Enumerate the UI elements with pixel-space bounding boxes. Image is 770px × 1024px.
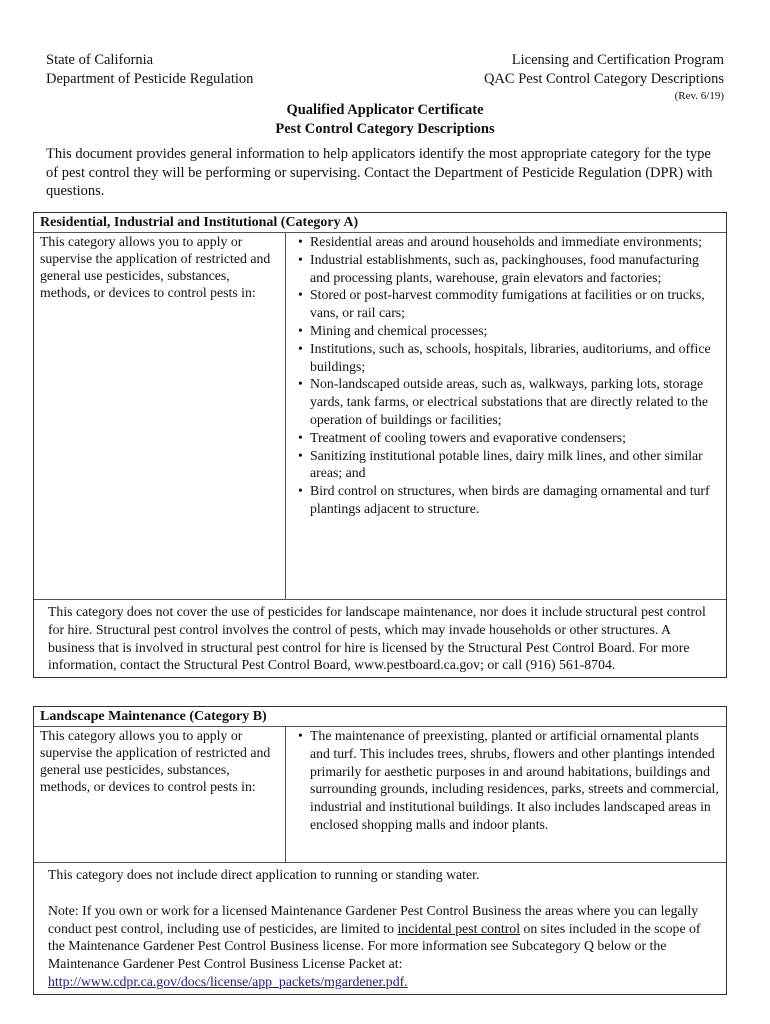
- bullet-icon: •: [298, 340, 303, 356]
- bullet-icon: •: [298, 447, 303, 463]
- category_a-bullet-item: [298, 251, 720, 287]
- category-b-heading: Landscape Maintenance (Category B): [34, 707, 726, 727]
- category-a-note: [34, 600, 726, 677]
- header-left: [46, 51, 253, 89]
- revision-date: (Rev. 6/19): [674, 90, 724, 102]
- category_a-bullet-text: Stored or post-harvest commodity fumigations at facilities or on trucks, vans, or rail cars;: [310, 287, 705, 321]
- category_a-bullet-item: [298, 233, 720, 251]
- category-b-bullet-list: [298, 727, 720, 834]
- category_b-bullet-item: [298, 727, 720, 834]
- note-text-before: Note: If you own or work for a licensed Maintenance Gardener Pest Control Business the areas where you can legally conduct pest control, including use of pesticides, are limited to: [48, 902, 699, 936]
- bullet-icon: •: [298, 287, 303, 303]
- program-name: Licensing and Certification Program: [511, 52, 724, 68]
- category_a-bullet-item: [298, 375, 720, 428]
- category_a-bullet-item: [298, 429, 720, 447]
- category-a-bullet-list: [298, 233, 720, 518]
- bullet-icon: •: [298, 728, 303, 743]
- bullet-icon: •: [298, 251, 303, 267]
- category_a-bullet-text: Sanitizing institutional potable lines, dairy milk lines, and other similar areas; and: [310, 447, 703, 481]
- category-b-note-gardener: [48, 902, 712, 973]
- category_a-bullet-text: Bird control on structures, when birds are damaging ornamental and turf plantings adjacent to structure.: [310, 483, 710, 516]
- category-b-areas: [286, 727, 726, 862]
- category_a-bullet-text: Mining and chemical processes;: [310, 322, 488, 338]
- bullet-icon: •: [298, 234, 303, 249]
- category-b-description: This category allows you to apply or supervise the application of restricted and general use pesticides, substances, methods, or devices to control pests in:: [34, 727, 286, 862]
- category-a-row: [34, 233, 726, 600]
- department-name: Department of Pesticide Regulation: [46, 71, 254, 87]
- intro-paragraph: This document provides general information to help applicators identify the most appropriate category for the type of pest control they will be performing or supervising. Contact the Department of Pesticide Regulation (DPR) with questions.: [46, 146, 713, 199]
- category_a-bullet-text: Industrial establishments, such as, packinghouses, food manufacturing and processing plants, warehouse, grain elevators and factories;: [310, 251, 699, 285]
- category-a-table: [33, 212, 727, 678]
- title-line-2: Pest Control Category Descriptions: [275, 121, 495, 137]
- category-a-description: This category allows you to apply or supervise the application of restricted and general use pesticides, substances, methods, or devices to control pests in:: [34, 233, 286, 599]
- bullet-icon: •: [298, 483, 303, 499]
- bullet-icon: •: [298, 429, 303, 445]
- category_b-bullet-text: The maintenance of preexisting, planted or artificial ornamental plants and turf. This includes trees, shrubs, flowers and other plantings intended primarily for aesthetic purposes in and around habitations, buildings and surrounding grounds, including residences, parks, streets and commercial, industrial and institutional buildings. It also includes landscaped areas in enclosed shopping malls and indoor plants.: [310, 728, 719, 832]
- header-right: [484, 51, 724, 103]
- category-b-table: [33, 706, 727, 995]
- incidental-pest-control-text: incidental pest control: [397, 920, 521, 936]
- category_a-bullet-text: Non-landscaped outside areas, such as, walkways, parking lots, storage yards, tank farms, or electrical substations that are directly related to the operation of buildings or facilities;: [310, 376, 709, 427]
- category_a-bullet-item: [298, 340, 720, 376]
- gardener-packet-link[interactable]: http://www.cdpr.ca.gov/docs/license/app_packets/mgardener.pdf.: [48, 973, 408, 989]
- category_a-bullet-item: [298, 286, 720, 322]
- category-b-row: [34, 727, 726, 863]
- category_a-bullet-text: Treatment of cooling towers and evaporative condensers;: [310, 429, 626, 445]
- category_a-bullet-item: [298, 322, 720, 340]
- category-b-note-water: This category does not include direct application to running or standing water.: [48, 867, 480, 882]
- note-text-after: on sites included in the scope of the Maintenance Gardener Pest Control Business license. For more information see Subcategory Q below or the Maintenance Gardener Pest Control Business License Packet at:: [48, 920, 701, 972]
- category_a-bullet-item: [298, 482, 720, 518]
- category-a-note-text: This category does not cover the use of pesticides for landscape maintenance, nor does it include structural pest control for hire. Structural pest control involves the control of pests, which may invade households or other structures. A business that is involved in structural pest control for hire is licensed by the Structural Pest Control Board. For more information, contact the Structural Pest Control Board, www.pestboard.ca.gov; or call (916) 561-8704.: [48, 604, 706, 673]
- category_a-bullet-text: Institutions, such as, schools, hospitals, libraries, auditoriums, and office buildings;: [310, 340, 711, 374]
- bullet-icon: •: [298, 376, 303, 392]
- category-a-heading: Residential, Industrial and Institutional (Category A): [34, 213, 726, 233]
- state-name: State of California: [46, 52, 154, 68]
- document-subject: QAC Pest Control Category Descriptions: [483, 71, 724, 87]
- category_a-bullet-text: Residential areas and around households and immediate environments;: [310, 234, 702, 249]
- category-a-areas: [286, 233, 726, 599]
- category-b-notes: [34, 863, 726, 994]
- bullet-icon: •: [298, 322, 303, 338]
- document-title: [0, 101, 770, 139]
- title-line-1: Qualified Applicator Certificate: [286, 102, 484, 118]
- category_a-bullet-item: [298, 447, 720, 483]
